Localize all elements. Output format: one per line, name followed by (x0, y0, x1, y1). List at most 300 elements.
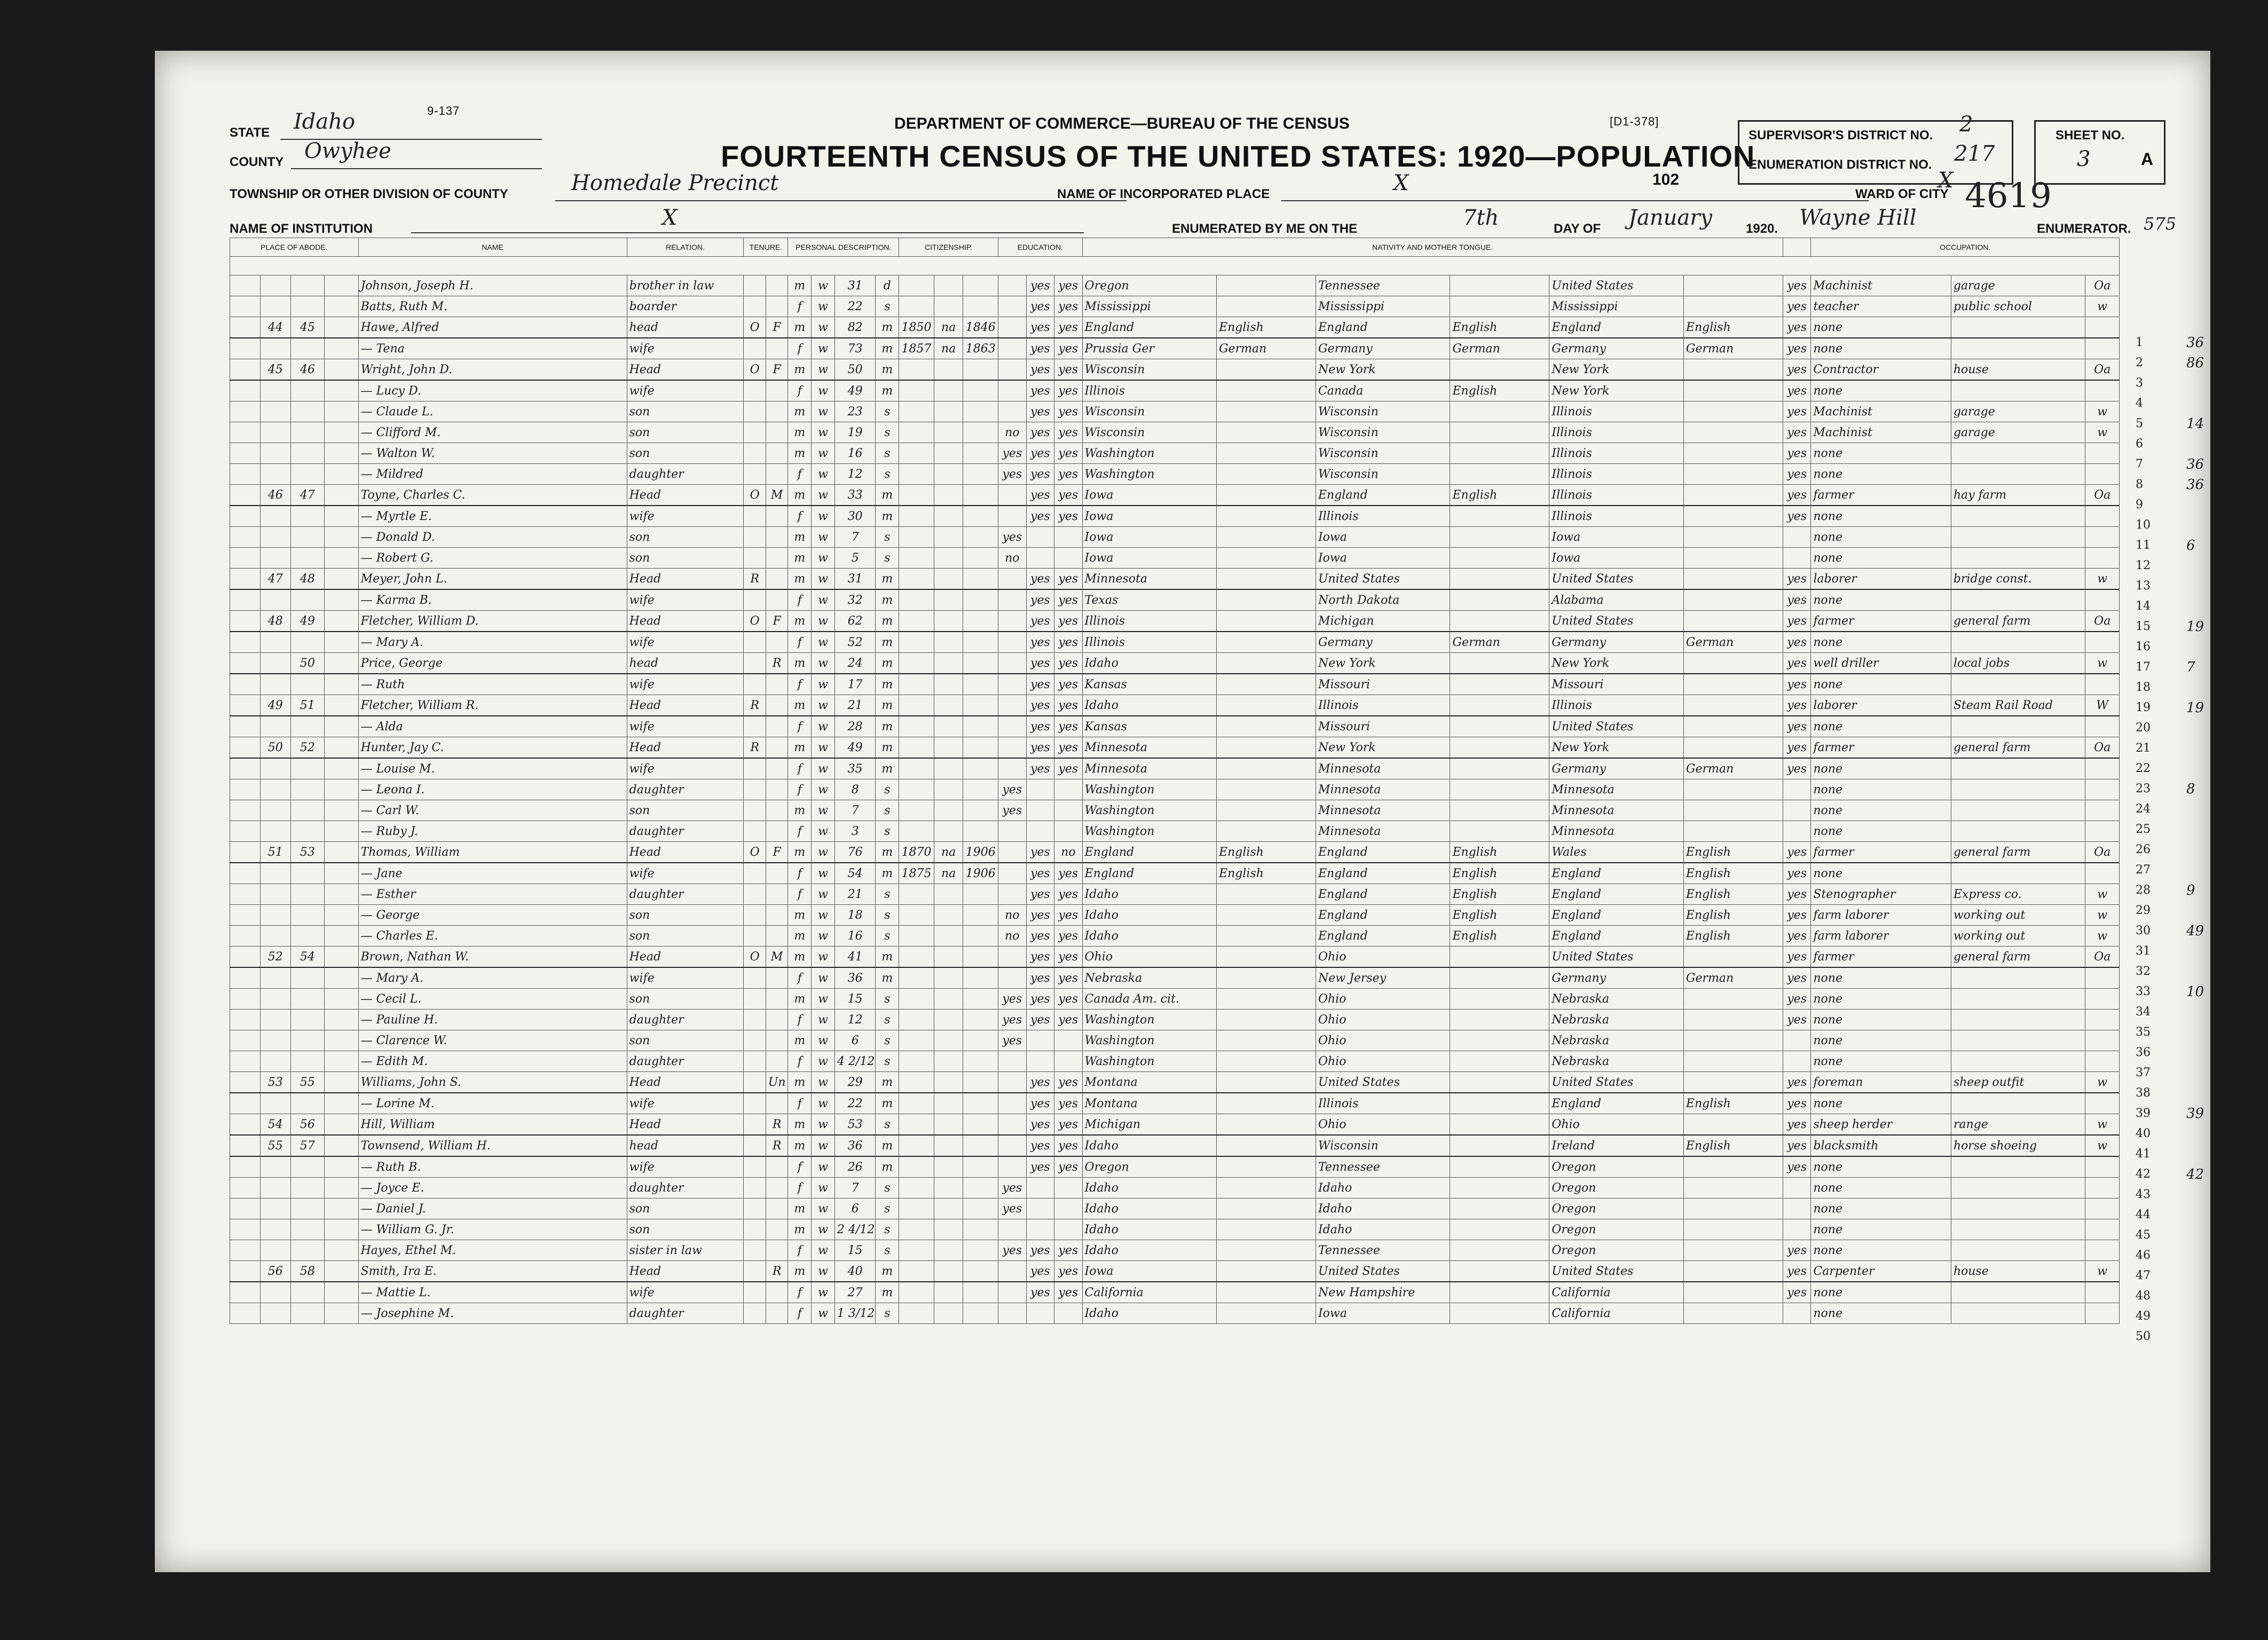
person-name-cell: — Daniel J. (358, 1199, 627, 1219)
sex-cell: f (788, 758, 812, 779)
naturalized-status-cell (934, 695, 963, 716)
naturalized-status-cell (934, 611, 963, 632)
tenure-mortgage-cell (766, 737, 788, 759)
tenure-mortgage-cell (766, 632, 788, 653)
margin-note: 39 (2186, 1106, 2204, 1122)
margin-note: 36 (2186, 456, 2204, 472)
line-number: 42 (2136, 1168, 2151, 1181)
blank-cell (325, 632, 358, 653)
blank-cell (230, 443, 261, 464)
tenure-owned-cell (744, 989, 766, 1010)
immigration-year-cell (899, 443, 934, 464)
birthplace-cell: Washington (1082, 1030, 1217, 1051)
tenure-owned-cell (744, 1199, 766, 1219)
tenure-owned-cell (744, 1156, 766, 1178)
dwelling-number-cell (260, 1282, 290, 1303)
table-row (230, 275, 2120, 296)
color-race-cell: w (812, 1261, 835, 1282)
mother-mother-tongue-cell (1683, 569, 1783, 590)
table-row (230, 695, 2120, 716)
line-number: 32 (2136, 965, 2151, 978)
occupation-trade-cell: farmer (1811, 947, 1951, 968)
immigration-year-cell: 1875 (899, 863, 934, 884)
immigration-year-cell (899, 821, 934, 842)
employer-class-cell: Oa (2085, 485, 2120, 506)
occupation-trade-cell: blacksmith (1811, 1135, 1951, 1156)
mother-birthplace-cell: Oregon (1549, 1240, 1684, 1261)
relation-cell: son (627, 926, 744, 947)
occupation-industry-cell (1951, 464, 2085, 485)
tenure-owned-cell (744, 401, 766, 422)
marital-status-cell: m (876, 485, 899, 506)
marital-status-cell: s (876, 464, 899, 485)
age-cell: 16 (834, 926, 876, 947)
occupation-trade-cell: none (1811, 967, 1951, 989)
mother-mother-tongue-cell (1683, 527, 1783, 548)
sex-cell: m (788, 737, 812, 759)
relation-cell: brother in law (627, 275, 744, 296)
naturalized-status-cell (934, 485, 963, 506)
immigration-year-cell (899, 1093, 934, 1114)
tenure-mortgage-cell (766, 296, 788, 317)
mother-tongue-cell (1217, 653, 1316, 674)
immigration-year-cell (899, 506, 934, 527)
family-number-cell (290, 1030, 324, 1051)
tenure-mortgage-cell (766, 967, 788, 989)
birthplace-cell: Prussia Ger (1082, 338, 1217, 359)
speaks-english-cell: yes (1783, 1240, 1810, 1261)
dwelling-number-cell: 52 (260, 947, 290, 968)
color-race-cell: w (812, 611, 835, 632)
birthplace-cell: Canada Am. cit. (1082, 989, 1217, 1010)
age-cell: 36 (834, 967, 876, 989)
attended-school-cell (998, 296, 1026, 317)
group-citizenship: CITIZENSHIP. (899, 238, 998, 257)
table-row (230, 947, 2120, 968)
mother-birthplace-cell: England (1549, 905, 1684, 926)
blank-cell (230, 884, 261, 905)
color-race-cell: w (812, 1219, 835, 1240)
sex-cell: f (788, 863, 812, 884)
able-to-read-cell: yes (1026, 905, 1054, 926)
speaks-english-cell: yes (1783, 737, 1810, 759)
margin-note: 9 (2186, 882, 2195, 898)
sex-cell: m (788, 611, 812, 632)
occupation-trade-cell: none (1811, 548, 1951, 569)
tenure-owned-cell (744, 338, 766, 359)
tenure-mortgage-cell: R (766, 653, 788, 674)
speaks-english-cell: yes (1783, 632, 1810, 653)
mother-birthplace-cell: Germany (1549, 632, 1684, 653)
dwelling-number-cell (260, 1178, 290, 1199)
able-to-read-cell: yes (1026, 947, 1054, 968)
able-to-write-cell: yes (1054, 380, 1082, 401)
father-tongue-cell (1450, 611, 1549, 632)
father-birthplace-cell: Minnesota (1316, 800, 1450, 821)
father-birthplace-cell: Iowa (1316, 527, 1450, 548)
marital-status-cell: m (876, 842, 899, 863)
blank-cell (230, 758, 261, 779)
naturalization-year-cell (963, 989, 998, 1010)
blank-cell (325, 863, 358, 884)
naturalized-status-cell (934, 506, 963, 527)
occupation-trade-cell: none (1811, 1199, 1951, 1219)
table-row (230, 821, 2120, 842)
marital-status-cell: m (876, 589, 899, 611)
blank-cell (230, 569, 261, 590)
sex-cell: f (788, 1240, 812, 1261)
attended-school-cell (998, 1282, 1026, 1303)
line-number: 25 (2136, 823, 2151, 836)
speaks-english-cell: yes (1783, 589, 1810, 611)
family-number-cell (290, 905, 324, 926)
marital-status-cell: s (876, 1010, 899, 1030)
speaks-english-cell: yes (1783, 989, 1810, 1010)
sex-cell: f (788, 506, 812, 527)
occupation-industry-cell (1951, 758, 2085, 779)
sex-cell: f (788, 674, 812, 695)
blank-cell (230, 632, 261, 653)
occupation-industry-cell (1951, 716, 2085, 737)
blank-cell (325, 842, 358, 863)
naturalization-year-cell (963, 695, 998, 716)
birthplace-cell: Nebraska (1082, 967, 1217, 989)
person-name-cell: — Lorine M. (358, 1093, 627, 1114)
employer-class-cell (2085, 821, 2120, 842)
table-row (230, 779, 2120, 800)
occupation-industry-cell (1951, 527, 2085, 548)
table-row (230, 905, 2120, 926)
speaks-english-cell: yes (1783, 905, 1810, 926)
blank-cell (230, 1072, 261, 1093)
naturalized-status-cell (934, 380, 963, 401)
color-race-cell: w (812, 1303, 835, 1324)
age-cell: 16 (834, 443, 876, 464)
father-birthplace-cell: New York (1316, 653, 1450, 674)
attended-school-cell (998, 275, 1026, 296)
person-name-cell: — Charles E. (358, 926, 627, 947)
mother-tongue-cell (1217, 1114, 1316, 1136)
speaks-english-cell (1783, 1051, 1810, 1072)
able-to-read-cell: yes (1026, 1240, 1054, 1261)
occupation-industry-cell: local jobs (1951, 653, 2085, 674)
tenure-owned-cell (744, 1303, 766, 1324)
naturalized-status-cell (934, 1303, 963, 1324)
birthplace-cell: Washington (1082, 464, 1217, 485)
person-name-cell: — Mattie L. (358, 1282, 627, 1303)
line-number: 37 (2136, 1066, 2151, 1079)
age-cell: 6 (834, 1199, 876, 1219)
tenure-mortgage-cell (766, 716, 788, 737)
table-row (230, 443, 2120, 464)
relation-cell: daughter (627, 884, 744, 905)
mother-mother-tongue-cell (1683, 695, 1783, 716)
person-name-cell: — Esther (358, 884, 627, 905)
color-race-cell: w (812, 1114, 835, 1136)
birthplace-cell: Idaho (1082, 1219, 1217, 1240)
family-number-cell (290, 1093, 324, 1114)
birthplace-cell: Iowa (1082, 485, 1217, 506)
attended-school-cell: no (998, 422, 1026, 443)
immigration-year-cell (899, 1072, 934, 1093)
mother-tongue-cell (1217, 359, 1316, 381)
blank-cell (325, 464, 358, 485)
able-to-read-cell (1026, 1219, 1054, 1240)
naturalization-year-cell (963, 779, 998, 800)
mother-mother-tongue-cell (1683, 1261, 1783, 1282)
blank-cell (325, 527, 358, 548)
employer-class-cell (2085, 1240, 2120, 1261)
blank-cell (325, 422, 358, 443)
mother-tongue-cell (1217, 401, 1316, 422)
immigration-year-cell (899, 1178, 934, 1199)
able-to-write-cell: yes (1054, 1010, 1082, 1030)
able-to-read-cell: yes (1026, 1072, 1054, 1093)
attended-school-cell (998, 863, 1026, 884)
able-to-write-cell: yes (1054, 401, 1082, 422)
ward-value: X (1938, 168, 1954, 193)
person-name-cell: — Karma B. (358, 589, 627, 611)
mother-birthplace-cell: Mississippi (1549, 296, 1684, 317)
person-name-cell: — William G. Jr. (358, 1219, 627, 1240)
mother-birthplace-cell: Illinois (1549, 401, 1684, 422)
color-race-cell: w (812, 1010, 835, 1030)
father-birthplace-cell: Minnesota (1316, 758, 1450, 779)
able-to-read-cell (1026, 548, 1054, 569)
employer-class-cell (2085, 464, 2120, 485)
able-to-read-cell: yes (1026, 611, 1054, 632)
immigration-year-cell (899, 464, 934, 485)
mother-tongue-cell (1217, 716, 1316, 737)
father-tongue-cell (1450, 506, 1549, 527)
mother-birthplace-cell: United States (1549, 569, 1684, 590)
able-to-read-cell: yes (1026, 443, 1054, 464)
naturalization-year-cell (963, 422, 998, 443)
occupation-trade-cell: none (1811, 527, 1951, 548)
marital-status-cell: s (876, 422, 899, 443)
tenure-owned-cell: O (744, 842, 766, 863)
father-tongue-cell (1450, 275, 1549, 296)
age-cell: 6 (834, 1030, 876, 1051)
able-to-read-cell: yes (1026, 1261, 1054, 1282)
tenure-mortgage-cell (766, 338, 788, 359)
tenure-mortgage-cell (766, 1156, 788, 1178)
father-birthplace-cell: Wisconsin (1316, 443, 1450, 464)
father-tongue-cell (1450, 695, 1549, 716)
speaks-english-cell (1783, 1178, 1810, 1199)
mother-mother-tongue-cell: English (1683, 884, 1783, 905)
speaks-english-cell (1783, 1219, 1810, 1240)
employer-class-cell: w (2085, 653, 2120, 674)
occupation-trade-cell: Contractor (1811, 359, 1951, 381)
mother-mother-tongue-cell: English (1683, 1135, 1783, 1156)
immigration-year-cell (899, 1199, 934, 1219)
sex-cell: f (788, 1178, 812, 1199)
employer-class-cell (2085, 506, 2120, 527)
occupation-trade-cell: none (1811, 506, 1951, 527)
naturalization-year-cell (963, 611, 998, 632)
mother-birthplace-cell: Ireland (1549, 1135, 1684, 1156)
occupation-trade-cell: none (1811, 589, 1951, 611)
naturalized-status-cell (934, 1261, 963, 1282)
able-to-write-cell: yes (1054, 967, 1082, 989)
dwelling-number-cell (260, 589, 290, 611)
father-tongue-cell (1450, 947, 1549, 968)
mother-birthplace-cell: Oregon (1549, 1156, 1684, 1178)
tenure-owned-cell: R (744, 569, 766, 590)
naturalization-year-cell: 1906 (963, 863, 998, 884)
table-row (230, 1261, 2120, 1282)
attended-school-cell (998, 1303, 1026, 1324)
attended-school-cell: yes (998, 1030, 1026, 1051)
blank-cell (325, 506, 358, 527)
marital-status-cell: m (876, 674, 899, 695)
enumerated-label: ENUMERATED BY ME ON THE (1172, 222, 1358, 236)
marital-status-cell: m (876, 863, 899, 884)
line-number: 47 (2136, 1269, 2151, 1282)
table-row (230, 737, 2120, 759)
father-birthplace-cell: England (1316, 905, 1450, 926)
relation-cell: son (627, 443, 744, 464)
blank-cell (325, 821, 358, 842)
immigration-year-cell (899, 737, 934, 759)
father-birthplace-cell: England (1316, 863, 1450, 884)
marital-status-cell: s (876, 527, 899, 548)
father-tongue-cell (1450, 779, 1549, 800)
tenure-mortgage-cell: F (766, 359, 788, 381)
blank-cell (325, 1282, 358, 1303)
dwelling-number-cell (260, 926, 290, 947)
able-to-write-cell: yes (1054, 1072, 1082, 1093)
immigration-year-cell (899, 589, 934, 611)
color-race-cell: w (812, 1030, 835, 1051)
person-name-cell: Williams, John S. (358, 1072, 627, 1093)
person-name-cell: — Lucy D. (358, 380, 627, 401)
birthplace-cell: Washington (1082, 821, 1217, 842)
blank-cell (230, 506, 261, 527)
marital-status-cell: m (876, 758, 899, 779)
naturalization-year-cell (963, 674, 998, 695)
attended-school-cell (998, 1072, 1026, 1093)
person-name-cell: — Mildred (358, 464, 627, 485)
attended-school-cell (998, 1156, 1026, 1178)
father-birthplace-cell: Illinois (1316, 1093, 1450, 1114)
attended-school-cell (998, 611, 1026, 632)
attended-school-cell: no (998, 905, 1026, 926)
occupation-trade-cell: none (1811, 1240, 1951, 1261)
occupation-trade-cell: none (1811, 338, 1951, 359)
able-to-read-cell (1026, 1051, 1054, 1072)
mother-mother-tongue-cell (1683, 716, 1783, 737)
tenure-mortgage-cell: M (766, 485, 788, 506)
speaks-english-cell: yes (1783, 653, 1810, 674)
blank-cell (230, 1199, 261, 1219)
age-cell: 7 (834, 1178, 876, 1199)
naturalization-year-cell (963, 380, 998, 401)
occupation-industry-cell: garage (1951, 422, 2085, 443)
line-number: 27 (2136, 863, 2151, 877)
able-to-write-cell: yes (1054, 275, 1082, 296)
relation-cell: son (627, 548, 744, 569)
blank-cell (325, 359, 358, 381)
marital-status-cell: m (876, 967, 899, 989)
person-name-cell: — Edith M. (358, 1051, 627, 1072)
marital-status-cell: s (876, 1114, 899, 1136)
able-to-write-cell: yes (1054, 1114, 1082, 1136)
family-number-cell: 50 (290, 653, 324, 674)
employer-class-cell: W (2085, 695, 2120, 716)
table-row (230, 758, 2120, 779)
able-to-write-cell (1054, 1199, 1082, 1219)
speaks-english-cell: yes (1783, 296, 1810, 317)
family-number-cell (290, 989, 324, 1010)
family-number-cell (290, 1051, 324, 1072)
naturalization-year-cell (963, 1135, 998, 1156)
occupation-industry-cell (1951, 380, 2085, 401)
family-number-cell: 48 (290, 569, 324, 590)
age-cell: 5 (834, 548, 876, 569)
line-number: 31 (2136, 944, 2151, 958)
family-number-cell (290, 589, 324, 611)
able-to-read-cell: yes (1026, 926, 1054, 947)
occupation-trade-cell: none (1811, 1051, 1951, 1072)
employer-class-cell (2085, 1178, 2120, 1199)
page-stamp: 102 (1652, 171, 1680, 188)
person-name-cell: — Jane (358, 863, 627, 884)
able-to-read-cell: yes (1026, 716, 1054, 737)
able-to-write-cell: no (1054, 842, 1082, 863)
mother-birthplace-cell: Missouri (1549, 674, 1684, 695)
speaks-english-cell: yes (1783, 967, 1810, 989)
naturalization-year-cell (963, 947, 998, 968)
naturalization-year-cell (963, 589, 998, 611)
father-birthplace-cell: Ohio (1316, 1051, 1450, 1072)
color-race-cell: w (812, 401, 835, 422)
mother-mother-tongue-cell (1683, 1199, 1783, 1219)
margin-note: 10 (2186, 984, 2204, 1000)
birthplace-cell: Minnesota (1082, 737, 1217, 759)
line-number: 19 (2136, 701, 2151, 714)
able-to-read-cell: yes (1026, 296, 1054, 317)
occupation-industry-cell (1951, 1178, 2085, 1199)
relation-cell: son (627, 1199, 744, 1219)
table-row (230, 863, 2120, 884)
mother-tongue-cell (1217, 275, 1316, 296)
father-tongue-cell (1450, 1010, 1549, 1030)
occupation-trade-cell: none (1811, 632, 1951, 653)
group-place-of-abode: PLACE OF ABODE. (230, 238, 359, 257)
stamp-number: 4619 (1965, 176, 2052, 216)
occupation-industry-cell (1951, 1093, 2085, 1114)
dwelling-number-cell: 55 (260, 1135, 290, 1156)
mother-tongue-cell (1217, 800, 1316, 821)
blank-cell (230, 905, 261, 926)
mother-tongue-cell (1217, 1178, 1316, 1199)
occupation-industry-cell (1951, 1240, 2085, 1261)
occupation-trade-cell: Machinist (1811, 422, 1951, 443)
immigration-year-cell (899, 800, 934, 821)
color-race-cell: w (812, 1178, 835, 1199)
attended-school-cell (998, 380, 1026, 401)
blank-cell (325, 779, 358, 800)
immigration-year-cell: 1870 (899, 842, 934, 863)
able-to-read-cell: yes (1026, 758, 1054, 779)
able-to-read-cell (1026, 821, 1054, 842)
occupation-industry-cell (1951, 632, 2085, 653)
naturalized-status-cell (934, 359, 963, 381)
father-tongue-cell (1450, 1030, 1549, 1051)
tenure-mortgage-cell (766, 464, 788, 485)
